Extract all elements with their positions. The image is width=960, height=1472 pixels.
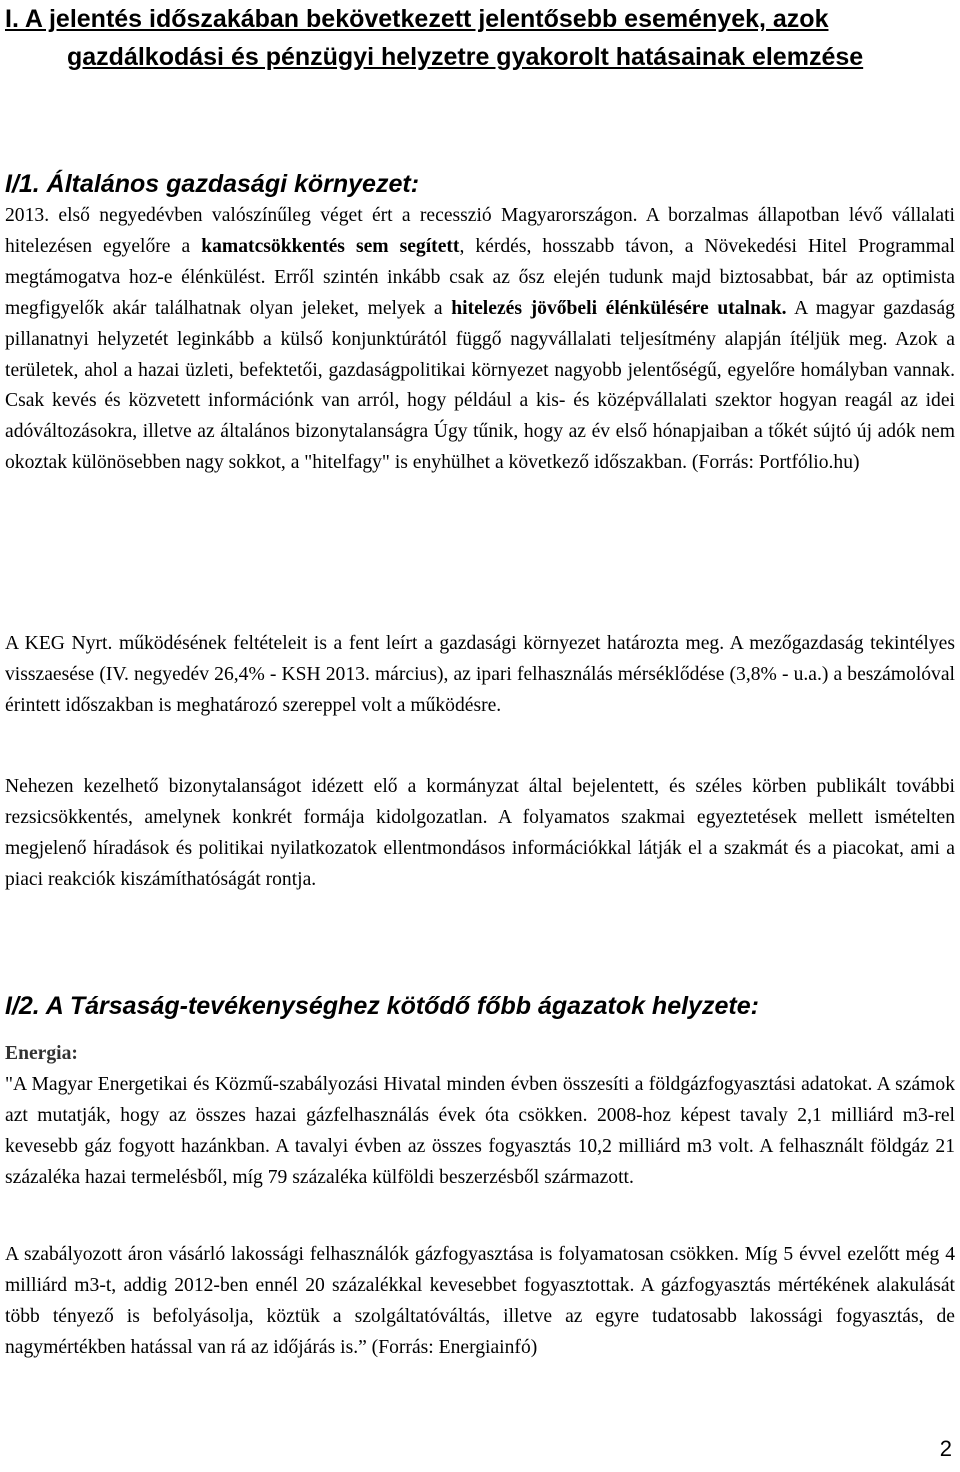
paragraph-economy xyxy=(5,201,955,479)
document-page xyxy=(5,0,956,1358)
para1-text-a: 2013. első negyedévben valószínűleg véget ért a recesszió Magyarországon. A borzalmas állapotban lévő vállalati hitelezésen egyelőre a xyxy=(5,205,955,257)
paragraph-energy-1: "A Magyar Energetikai és Közmű-szabályozási Hivatal minden évben összesíti a földgázfogyasztási adatokat. A számok azt mutatják, hogy az összes hazai gázfelhasználás évek óta csökken. 2008-hoz képest tavaly 2,1 milliárd m3-rel kevesebb gáz fogyott hazánkban. A tavalyi évben az összes fogyasztás 10,2 milliárd m3 volt. A felhasznált földgáz 21 százaléka hazai termelésből, míg 79 százaléka külföldi beszerzésből származott. xyxy=(5,1074,955,1188)
energia-label-text: Energia: xyxy=(5,1043,78,1064)
main-heading xyxy=(5,0,955,76)
para1-text-b: , kérdés, hosszabb távon, a Növekedési Hitel Programmal megtámogatva hoz-e élénkülést. Erről szintén inkább csak az ősz elején tudunk majd biztosabbat, bár az optimista megfigyelők akár találhatnak olyan jeleket, melyek a xyxy=(5,235,956,319)
para1-bold-b: hitelezés jövőbeli élénkülésére utalnak. xyxy=(451,297,787,319)
section1-heading: I/1. Általános gazdasági környezet: xyxy=(5,170,420,198)
main-heading-line2: gazdálkodási és pénzügyi helyzetre gyakorolt hatásainak elemzése xyxy=(67,43,864,71)
para1-text-c: A magyar gazdaság pillanatnyi helyzetét leginkább a külső konjunktúrától függő nagyvállalati teljesítmény alapján ítéljük meg. Azok a területek, ahol a hazai üzleti, befektetői, gazdaságpolitikai környezet nagyobb jelentőségű, egyelőre homályban vannak. Csak kevés és közvetett információnk van arról, hogy például a kis- és középvállalati szektor hogyan reagál az idei adóváltozásokra, illetve az általános bizonytalanságra Úgy tűnik, hogy az év első hónapjaiban a tőkét sújtó új adók nem okoztak különösebben nagy sokkot, a "hitelfagy" is enyhülhet a következő időszakban. (Forrás: Portfólio.hu) xyxy=(5,297,955,474)
paragraph-uncertainty: Nehezen kezelhető bizonytalanságot idézett elő a kormányzat által bejelentett, és széles körben publikált további rezsicsökkentés, amelynek konkrét formája kidolgozatlan. A folyamatos szakmai egyeztetések mellett ismételten megjelenő híradások és politikai nyilatkozatok ellentmondásos információkkal látják el a szakmát és a piacokat, ami a piaci reakciók kiszámíthatóságát rontja. xyxy=(5,776,955,890)
main-heading-line1: I. A jelentés időszakában bekövetkezett jelentősebb események, azok xyxy=(5,5,829,33)
section2-heading: I/2. A Társaság-tevékenységhez kötődő főbb ágazatok helyzete: xyxy=(5,992,759,1020)
paragraph-energy-2: A szabályozott áron vásárló lakossági felhasználók gázfogyasztása is folyamatosan csökken. Míg 5 évvel ezelőtt még 4 milliárd m3-t, addig 2012-ben ennél 20 százalékkal kevesebbet fogyasztottak. A gázfogyasztás mértékének alakulását több tényező is befolyásolja, köztük a szolgáltatóváltás, illetve az egyre tudatosabb lakossági fogyasztás, de nagymértékben hatással van rá az időjárás is.” (Forrás: Energiainfó) xyxy=(5,1244,955,1358)
energia-label xyxy=(5,1039,955,1070)
page-number: 2 xyxy=(939,1436,952,1461)
paragraph-keg: A KEG Nyrt. működésének feltételeit is a fent leírt a gazdasági környezet határozta meg. A mezőgazdaság tekintélyes visszaesése (IV. negyedév 26,4% - KSH 2013. március), az ipari felhasználás mérséklődése (3,8% - u.a.) a beszámolóval érintett időszakban is meghatározó szereppel volt a működésre. xyxy=(5,633,955,716)
para1-bold-a: kamatcsökkentés sem segített xyxy=(201,235,460,257)
